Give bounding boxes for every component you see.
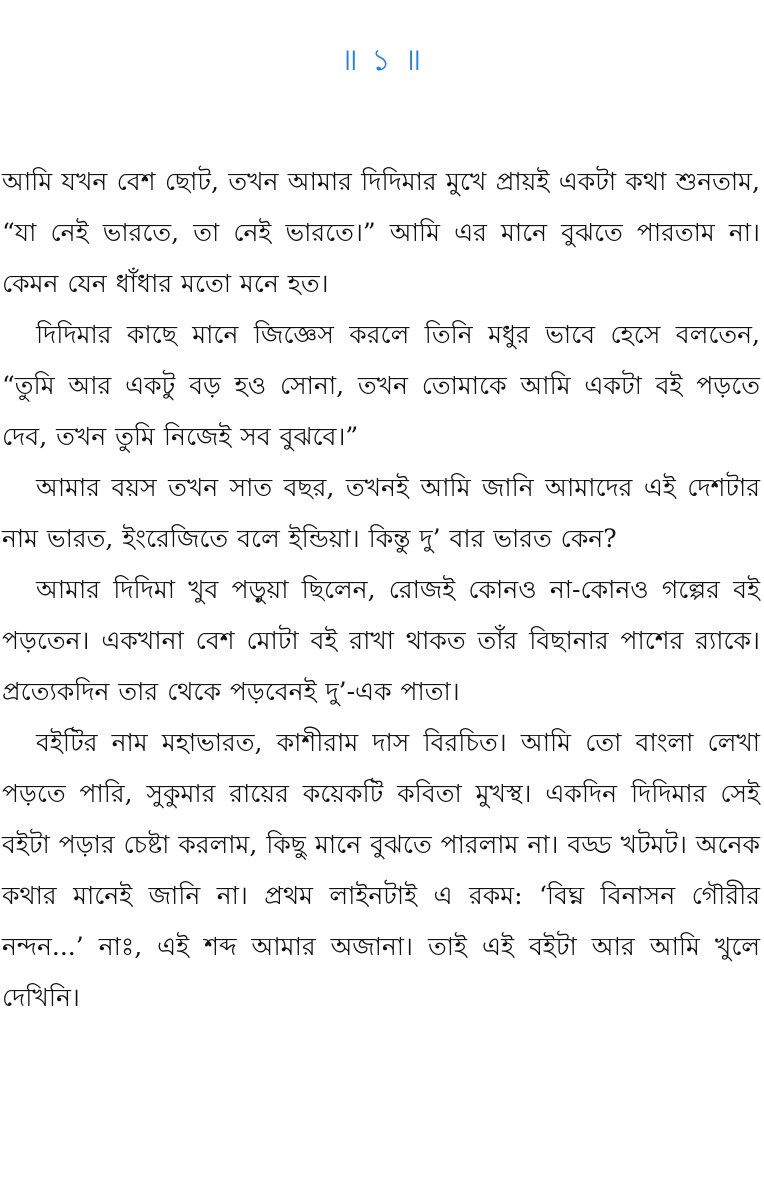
chapter-body — [2, 156, 760, 1023]
paragraph-2: দিদিমার কাছে মানে জিজ্ঞেস করলে তিনি মধুর ভাবে হেসে বলতেন, “তুমি আর একটু বড় হও সোনা, তখন তোমাকে আমি একটা বই পড়তে দেব, তখন তুমি নিজেই সব বুঝবে।” — [2, 320, 760, 451]
paragraph-3: আমার বয়স তখন সাত বছর, তখনই আমি জানি আমাদের এই দেশটার নাম ভারত, ইংরেজিতে বলে ইন্ডিয়া। কিন্তু দু’ বার ভারত কেন? — [2, 473, 760, 553]
paragraph-4: আমার দিদিমা খুব পড়ুয়া ছিলেন, রোজই কোনও না-কোনও গল্পের বই পড়তেন। একখানা বেশ মোটা বই রাখা থাকত তাঁর বিছানার পাশের র‍্যাকে। প্রত্যেকদিন তার থেকে পড়বেনই দু’-এক পাতা। — [2, 575, 760, 706]
paragraph-1: আমি যখন বেশ ছোট, তখন আমার দিদিমার মুখে প্রায়ই একটা কথা শুনতাম, “যা নেই ভারতে, তা নেই ভারতে।” আমি এর মানে বুঝতে পারতাম না। কেমন যেন ধাঁধার মতো মনে হত। — [2, 167, 760, 298]
paragraph-5: বইটির নাম মহাভারত, কাশীরাম দাস বিরচিত। আমি তো বাংলা লেখা পড়তে পারি, সুকুমার রায়ের কয়েকটি কবিতা মুখস্থ। একদিন দিদিমার সেই বইটা পড়ার চেষ্টা করলাম, কিছু মানে বুঝতে পারলাম না। বড্ড খটমট। অনেক কথার মানেই জানি না। প্রথম লাইনটাই এ রকম: ‘বিঘ্ন বিনাসন গৌরীর নন্দন...’ নাঃ, এই শব্দ আমার অজানা। তাই এই বইটা আর আমি খুলে দেখিনি। — [2, 728, 760, 1012]
chapter-heading: ॥ ১ ॥ — [340, 43, 424, 78]
